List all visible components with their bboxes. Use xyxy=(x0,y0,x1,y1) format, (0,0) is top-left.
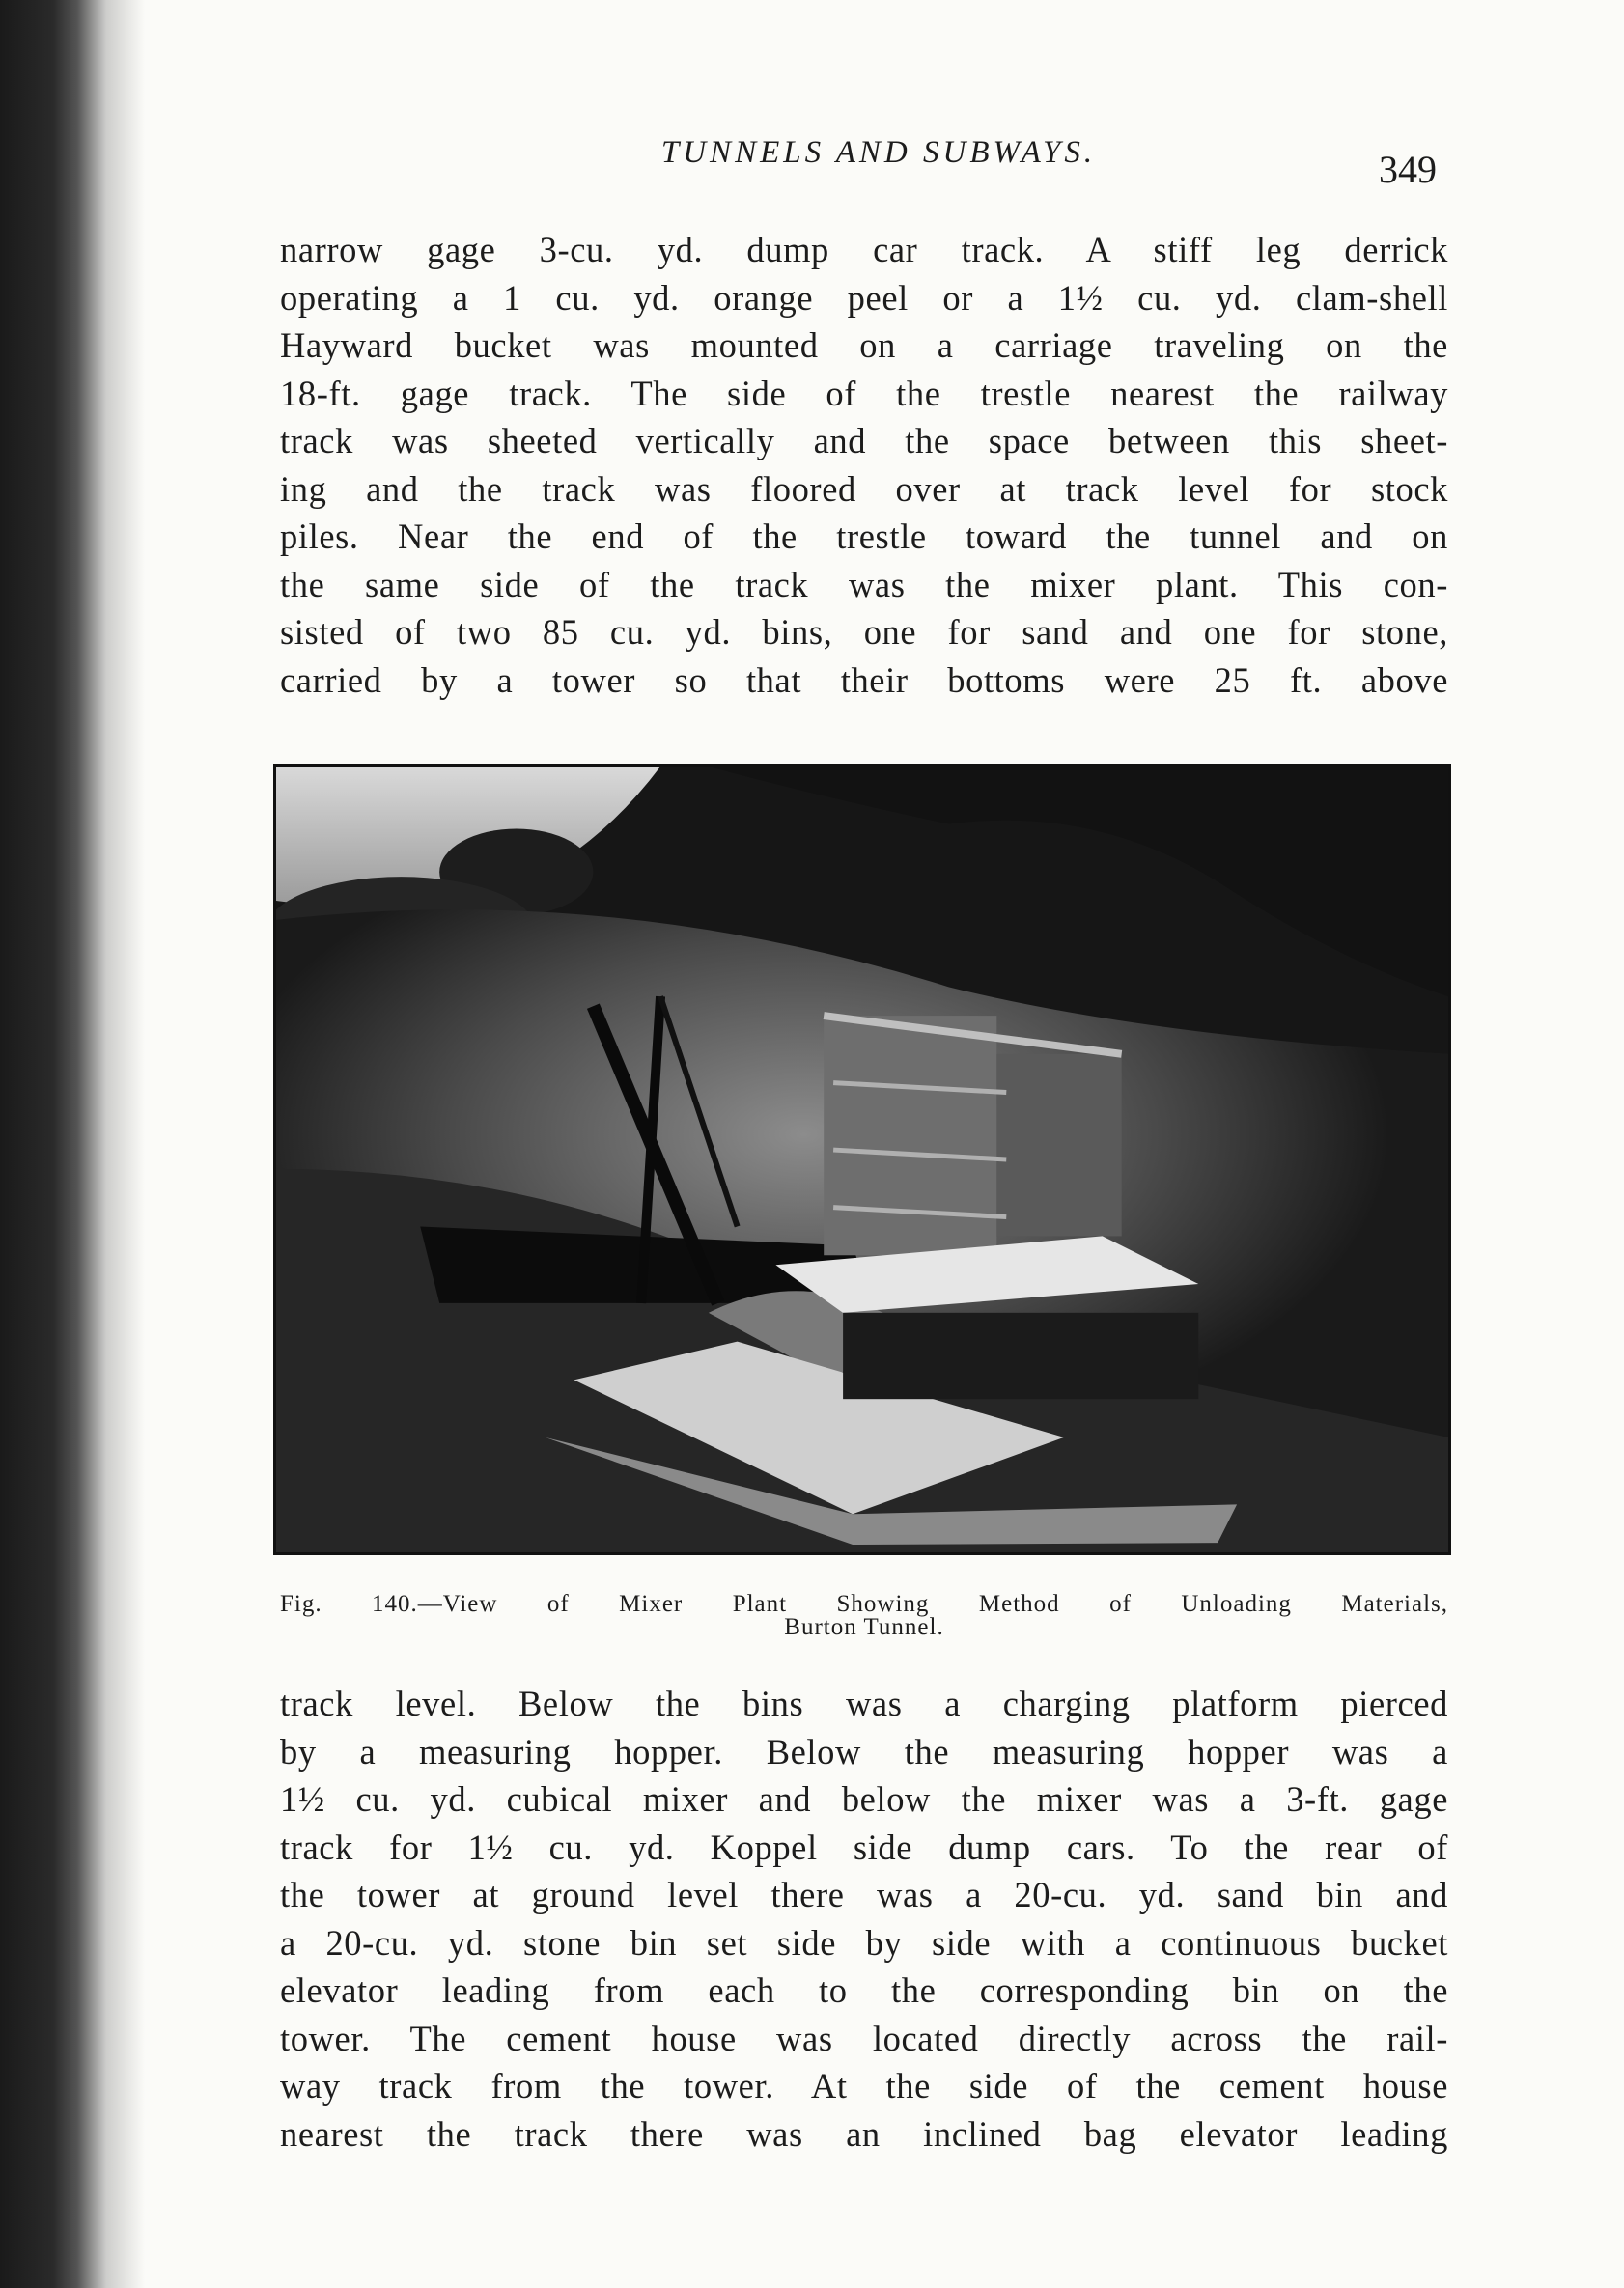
text-line: piles. Near the end of the trestle toward the tunnel and on xyxy=(280,516,1448,556)
text-line: Hayward bucket was mounted on a carriage traveling on the xyxy=(280,325,1448,365)
text-line: the tower at ground level there was a 20-cu. yd. sand bin and xyxy=(280,1875,1448,1914)
binding-edge-shadow xyxy=(0,0,145,2288)
page-number: 349 xyxy=(1379,148,1437,191)
text-line: way track from the tower. At the side of the cement house xyxy=(280,2066,1448,2106)
text-line: sisted of two 85 cu. yd. bins, one for sand and one for stone, xyxy=(280,612,1448,652)
text-line: 1½ cu. yd. cubical mixer and below the mixer was a 3-ft. gage xyxy=(280,1779,1448,1819)
text-line: 18-ft. gage track. The side of the trestle nearest the railway xyxy=(280,373,1448,413)
paragraph-bottom xyxy=(280,1680,1448,2158)
caption-line: Burton Tunnel. xyxy=(784,1614,944,1640)
text-line: carried by a tower so that their bottoms were 25 ft. above xyxy=(280,659,1448,700)
text-line: by a measuring hopper. Below the measuring hopper was a xyxy=(280,1731,1448,1772)
running-head: TUNNELS AND SUBWAYS. xyxy=(660,135,1097,170)
text-line: tower. The cement house was located directly across the rail- xyxy=(280,2018,1448,2058)
text-line: narrow gage 3-cu. yd. dump car track. A stiff leg derrick xyxy=(280,230,1448,269)
caption-line: Fig. 140.—View of Mixer Plant Showing Method of Unloading Materials, xyxy=(280,1591,1448,1617)
paragraph-top xyxy=(280,226,1448,704)
figure-caption xyxy=(280,1593,1448,1639)
text-line: track was sheeted vertically and the space between this sheet- xyxy=(280,421,1448,460)
mixer-plant-photograph xyxy=(273,764,1451,1555)
text-line: elevator leading from each to the corresponding bin on the xyxy=(280,1970,1448,2010)
text-line: track level. Below the bins was a charging platform pierced xyxy=(280,1684,1448,1723)
photograph-illustration xyxy=(276,767,1448,1552)
text-line: track for 1½ cu. yd. Koppel side dump cars. To the rear of xyxy=(280,1827,1448,1867)
text-line: the same side of the track was the mixer plant. This con- xyxy=(280,564,1448,604)
text-line: a 20-cu. yd. stone bin set side by side with a continuous bucket xyxy=(280,1922,1448,1963)
text-line: nearest the track there was an inclined bag elevator leading xyxy=(280,2113,1448,2154)
mixer-tower xyxy=(824,1016,996,1255)
text-line: operating a 1 cu. yd. orange peel or a 1½ cu. yd. clam-shell xyxy=(280,277,1448,318)
text-line: ing and the track was floored over at track level for stock xyxy=(280,468,1448,509)
